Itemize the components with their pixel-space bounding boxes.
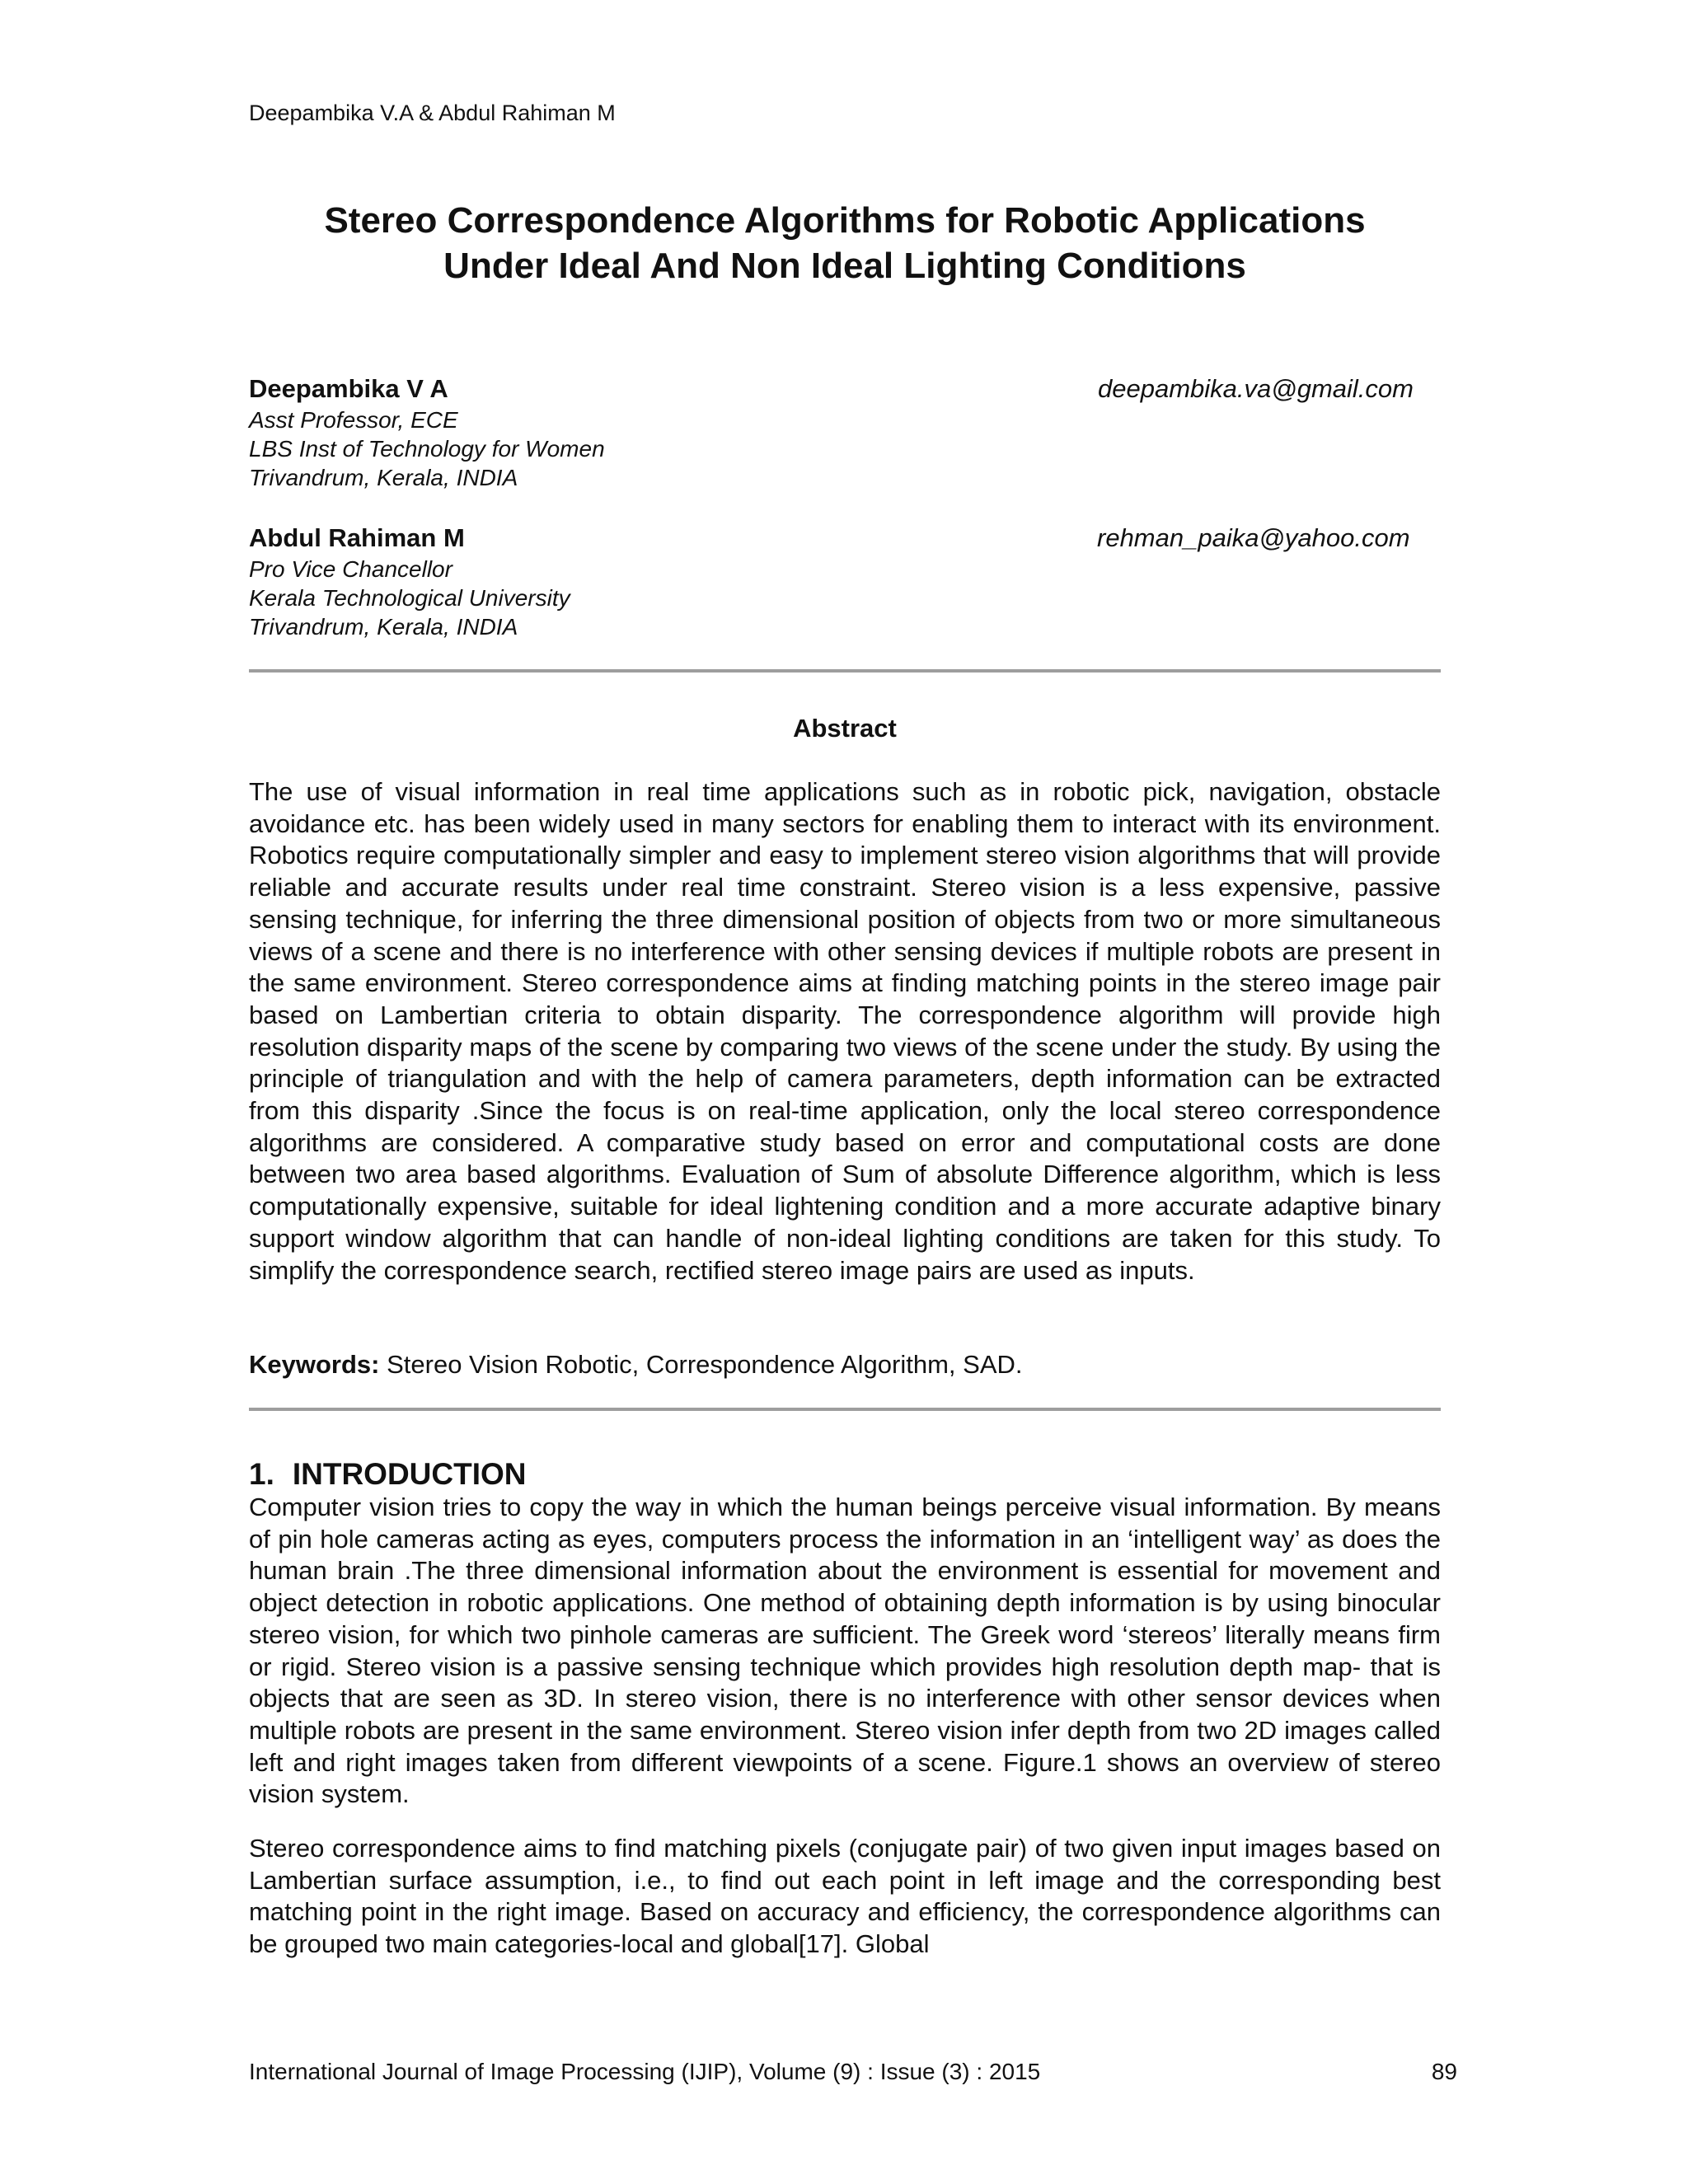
divider-bottom — [249, 1408, 1441, 1411]
author-block-1 — [249, 373, 1441, 492]
intro-paragraph-1: Computer vision tries to copy the way in which the human beings perceive visual information. By means of pin hole cameras acting as eyes, computers process the information in an ‘intelligent way’ as does the human brain .The three dimensional information about the environment is essential for movement and object detection in robotic applications. One method of obtaining depth information is by using binocular stereo vision, for which two pinhole cameras are sufficient. The Greek word ‘stereos’ literally means firm or rigid. Stereo vision is a passive sensing technique which provides high resolution depth map- that is objects that are seen as 3D. In stereo vision, there is no interference with other sensor devices when multiple robots are present in the same environment. Stereo vision infer depth from two 2D images called left and right images taken from different viewpoints of a scene. Figure.1 shows an overview of stereo vision system. — [249, 1493, 1441, 1809]
author-location: Trivandrum, Kerala, INDIA — [249, 465, 518, 490]
keywords-text: Stereo Vision Robotic, Correspondence Algorithm, SAD. — [387, 1350, 1023, 1379]
title-line-1: Stereo Correspondence Algorithms for Robotic Applications — [324, 200, 1366, 241]
section-title: INTRODUCTION — [292, 1457, 527, 1491]
author-block-2 — [249, 522, 1441, 641]
author-position: Pro Vice Chancellor — [249, 556, 452, 582]
section-heading-introduction — [249, 1455, 527, 1493]
author-email[interactable]: deepambika.va@gmail.com — [1098, 374, 1414, 403]
paper-title — [206, 198, 1484, 288]
title-line-2: Under Ideal And Non Ideal Lighting Conditions — [443, 246, 1246, 286]
keywords — [249, 1348, 1441, 1381]
abstract-heading: Abstract — [793, 714, 897, 743]
footer-journal: International Journal of Image Processing (IJIP), Volume (9) : Issue (3) : 2015 — [249, 2059, 1041, 2084]
divider-top — [249, 669, 1441, 673]
author-name: Abdul Rahiman M — [249, 523, 465, 552]
intro-paragraph-2: Stereo correspondence aims to find matching pixels (conjugate pair) of two given input images based on Lambertian surface assumption, i.e., to find out each point in left image and the corresponding best matching point in the right image. Based on accuracy and efficiency, the correspondence algorithms can be grouped two main categories-local and global[17]. Global — [249, 1834, 1441, 1959]
running-header: Deepambika V.A & Abdul Rahiman M — [249, 101, 616, 125]
author-institution: Kerala Technological University — [249, 585, 570, 611]
author-institution: LBS Inst of Technology for Women — [249, 436, 605, 462]
author-location: Trivandrum, Kerala, INDIA — [249, 614, 518, 640]
section-number: 1. — [249, 1457, 274, 1491]
keywords-label: Keywords: — [249, 1350, 380, 1379]
page-number: 89 — [1431, 2059, 1457, 2084]
abstract-text: The use of visual information in real time applications such as in robotic pick, navigation, obstacle avoidance etc. has been widely used in many sectors for enabling them to interact with its environment. Robotics require computationally simpler and easy to implement stereo vision algorithms that will provide reliable and accurate results under real time constraint. Stereo vision is a less expensive, passive sensing technique, for inferring the three dimensional position of objects from two or more simultaneous views of a scene and there is no interference with other sensing devices if multiple robots are present in the same environment. Stereo correspondence aims at finding matching points in the stereo image pair based on Lambertian criteria to obtain disparity. The correspondence algorithm will provide high resolution disparity maps of the scene by comparing two views of the scene under the study. By using the principle of triangulation and with the help of camera parameters, depth information can be extracted from this disparity .Since the focus is on real-time application, only the local stereo correspondence algorithms are considered. A comparative study based on error and computational costs are done between two area based algorithms. Evaluation of Sum of absolute Difference algorithm, which is less computationally expensive, suitable for ideal lightening condition and a more accurate adaptive binary support window algorithm that can handle of non-ideal lighting conditions are taken for this study. To simplify the correspondence search, rectified stereo image pairs are used as inputs. — [249, 777, 1441, 1285]
author-email[interactable]: rehman_paika@yahoo.com — [1097, 523, 1410, 552]
author-name: Deepambika V A — [249, 374, 448, 403]
author-position: Asst Professor, ECE — [249, 407, 458, 433]
page-footer — [249, 2057, 1457, 2087]
